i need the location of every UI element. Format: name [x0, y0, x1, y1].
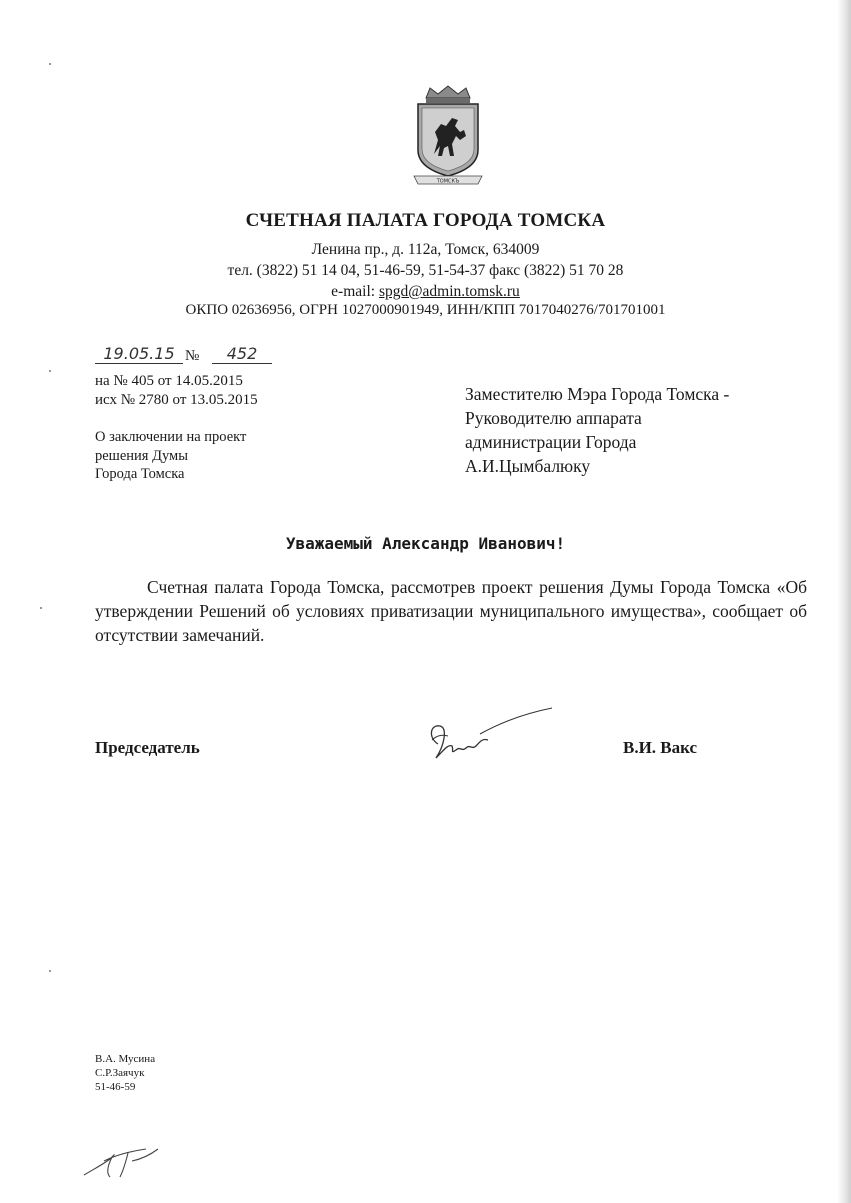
salutation: Уважаемый Александр Иванович!: [285, 534, 566, 553]
outgoing-reference: исх № 2780 от 13.05.2015: [95, 392, 258, 408]
punch-mark: [49, 63, 51, 65]
signer-name: В.И. Вакс: [623, 738, 698, 757]
number-sign: №: [185, 348, 200, 364]
email-link[interactable]: spgd@admin.tomsk.ru: [378, 283, 520, 300]
addressee-line: администрации Города: [465, 432, 637, 452]
executors-block: [95, 1052, 155, 1094]
subject-line: О заключении на проект: [95, 429, 247, 445]
scan-shadow-edge: [837, 0, 851, 1203]
handwritten-signature-icon: [418, 700, 558, 772]
executor-line: 51-46-59: [95, 1081, 136, 1093]
executor-line: С.Р.Заячук: [95, 1067, 145, 1079]
handwritten-number: 452: [212, 344, 272, 364]
punch-mark: [40, 607, 42, 609]
letter-subject: [95, 428, 315, 484]
addressee-line: Заместителю Мэра Города Томска -: [465, 384, 730, 404]
organization-name: СЧЕТНАЯ ПАЛАТА ГОРОДА ТОМСКА: [245, 210, 606, 231]
reply-reference: на № 405 от 14.05.2015: [95, 373, 243, 389]
organization-registry: ОКПО 02636956, ОГРН 1027000901949, ИНН/КПП 7017040276/701701001: [185, 302, 666, 318]
organization-address: Ленина пр., д. 112а, Томск, 634009: [311, 241, 540, 258]
email-label: e-mail:: [331, 283, 379, 300]
tomsk-coat-of-arms-icon: [408, 84, 488, 188]
addressee-line: Руководителю аппарата: [465, 408, 642, 428]
addressee-line: А.И.Цымбалюку: [465, 456, 591, 476]
handwritten-initials-icon: [80, 1135, 190, 1185]
organization-phones: тел. (3822) 51 14 04, 51-46-59, 51-54-37 факс (3822) 51 70 28: [227, 262, 624, 279]
addressee-block: [465, 382, 805, 478]
organization-email-line: [0, 283, 851, 301]
punch-mark: [49, 970, 51, 972]
punch-mark: [49, 370, 51, 372]
handwritten-date: 19.05.15: [95, 344, 183, 364]
executor-line: В.А. Мусина: [95, 1053, 156, 1065]
subject-line: решения Думы: [95, 447, 188, 464]
subject-line: Города Томска: [95, 466, 185, 482]
svg-text:ТОМСКЪ: ТОМСКЪ: [436, 178, 460, 185]
signer-title: Председатель: [95, 738, 200, 757]
letter-body: Счетная палата Города Томска, рассмотрев проект решения Думы Города Томска «Об утверждении Решений об условиях приватизации муниципального имущества», сообщает об отсутствии замечаний.: [95, 577, 807, 645]
